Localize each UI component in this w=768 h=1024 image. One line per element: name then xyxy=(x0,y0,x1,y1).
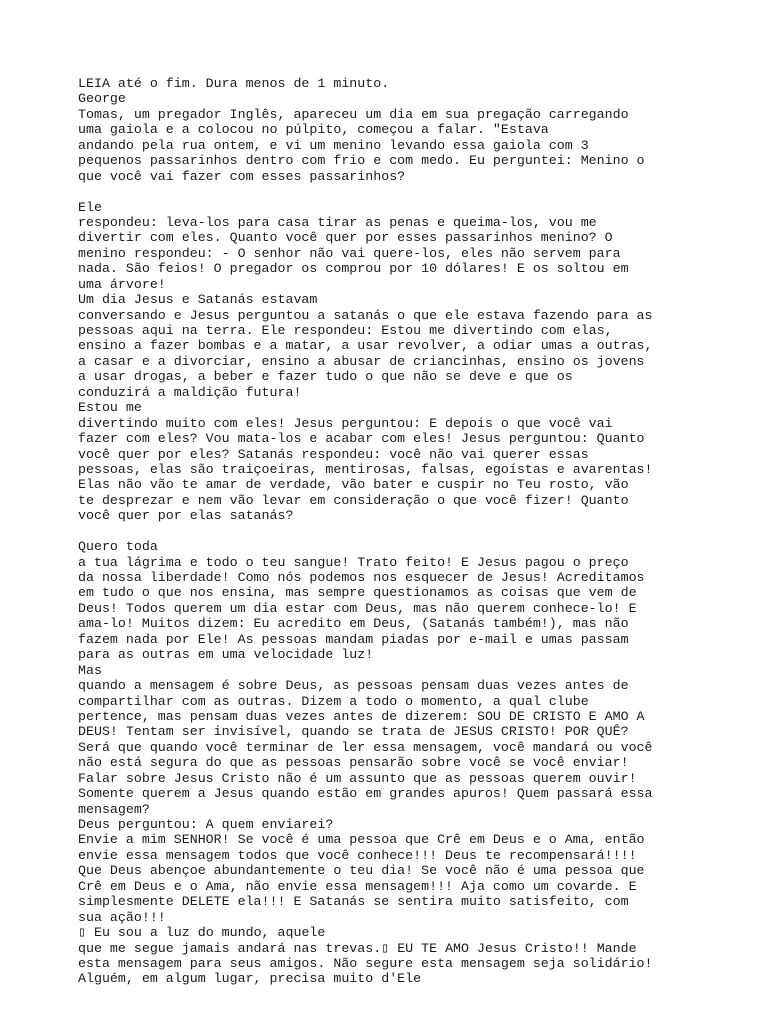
text-line: pequenos passarinhos dentro com frio e com medo. Eu perguntei: Menino o xyxy=(78,153,645,169)
text-line: LEIA até o fim. Dura menos de 1 minuto. xyxy=(78,76,390,91)
text-line: Elas não vão te amar de verdade, vão bater e cuspir no Teu rosto, vão xyxy=(78,477,629,493)
text-line: Somente querem a Jesus quando estão em grandes apuros! Quem passará essa xyxy=(78,786,653,802)
text-line: compartilhar com as outras. Dizem a todo o momento, a qual clube xyxy=(78,693,589,709)
text-line: Que Deus abençoe abundantemente o teu dia! Se você não é uma pessoa que xyxy=(78,863,645,879)
text-line: pessoas, elas são traiçoeiras, mentirosas, falsas, egoístas e avarentas! xyxy=(78,461,653,477)
text-line: Estou me xyxy=(78,400,142,416)
text-line: a usar drogas, a beber e fazer tudo o que não se deve e que os xyxy=(78,369,573,385)
text-line: DEUS! Tentam ser invisível, quando se trata de JESUS CRISTO! POR QUÊ? xyxy=(78,724,629,740)
text-line: conduzirá a maldição futura! xyxy=(78,384,302,400)
text-line: divertir com eles. Quanto você quer por esses passarinhos menino? O xyxy=(78,230,613,246)
text-line: andando pela rua ontem, e vi um menino levando essa gaiola com 3 xyxy=(78,137,589,153)
blank-line xyxy=(78,184,638,199)
text-line: Tomas, um pregador Inglês, apareceu um dia em sua pregação carregando xyxy=(78,106,629,122)
text-line: ensino a fazer bombas e a matar, a usar revolver, a odiar umas a outras, xyxy=(78,338,653,354)
text-line: respondeu: leva-los para casa tirar as penas e queima-los, vou me xyxy=(78,214,597,230)
text-line: sua ação!!! xyxy=(78,909,166,925)
text-line: uma gaiola e a colocou no púlpito, começou a falar. "Estava xyxy=(78,122,549,138)
text-line: Envie a mim SENHOR! Se você é uma pessoa que Crê em Deus e o Ama, então xyxy=(78,832,645,848)
text-line: ▯ Eu sou a luz do mundo, aquele xyxy=(78,925,326,941)
text-line: Deus perguntou: A quem enviarei? xyxy=(78,817,334,832)
text-line: Crê em Deus e o Ama, não envie essa mensagem!!! Aja como um covarde. E xyxy=(78,878,637,894)
text-line: que você vai fazer com esses passarinhos? xyxy=(78,168,406,184)
text-line: envie essa mensagem todos que você conhece!!! Deus te recompensará!!!! xyxy=(78,847,637,863)
text-line: nada. São feios! O pregador os comprou por 10 dólares! E os soltou em xyxy=(78,261,629,277)
text-line: a tua lágrima e todo o teu sangue! Trato feito! E Jesus pagou o preço xyxy=(78,554,629,570)
text-line: mensagem? xyxy=(78,801,150,817)
text-line: Deus! Todos querem um dia estar com Deus, mas não querem conhece-lo! E xyxy=(78,600,637,616)
text-line: em tudo o que nos ensina, mas sempre questionamos as coisas que vem de xyxy=(78,585,637,601)
text-line: fazer com eles? Vou mata-los e acabar com eles! Jesus perguntou: Quanto xyxy=(78,431,645,447)
text-line: a casar e a divorciar, ensino a abusar de criancinhas, ensino os jovens xyxy=(78,353,645,369)
text-line: menino respondeu: - O senhor não vai quere-los, eles não servem para xyxy=(78,245,621,261)
text-line: te desprezar e nem vão levar em consideração o que você fizer! Quanto xyxy=(78,492,629,508)
text-line: Alguém, em algum lugar, precisa muito d'Ele xyxy=(78,971,422,987)
text-line: Ele xyxy=(78,199,102,215)
text-line: para as outras em uma velocidade luz! xyxy=(78,647,374,663)
text-line: Quero toda xyxy=(78,539,158,555)
text-line: da nossa liberdade! Como nós podemos nos esquecer de Jesus! Acreditamos xyxy=(78,570,645,585)
text-line: pessoas aqui na terra. Ele respondeu: Estou me divertindo com elas, xyxy=(78,323,613,338)
text-line: Um dia Jesus e Satanás estavam xyxy=(78,292,318,308)
text-line: Falar sobre Jesus Cristo não é um assunto que as pessoas querem ouvir! xyxy=(78,770,637,786)
text-line: George xyxy=(78,91,126,107)
text-line: quando a mensagem é sobre Deus, as pessoas pensam duas vezes antes de xyxy=(78,678,629,694)
text-line: não está segura do que as pessoas pensarão sobre você se você enviar! xyxy=(78,755,629,771)
text-line: Mas xyxy=(78,662,102,678)
text-line: você quer por elas satanás? xyxy=(78,508,294,524)
text-line: ama-lo! Muitos dizem: Eu acredito em Deus, (Satanás também!), mas não xyxy=(78,616,629,632)
text-line: fazem nada por Ele! As pessoas mandam piadas por e-mail e umas passam xyxy=(78,631,629,647)
text-line: conversando e Jesus perguntou a satanás o que ele estava fazendo para as xyxy=(78,307,653,323)
blank-line xyxy=(78,524,638,539)
text-line: uma árvore! xyxy=(78,276,166,292)
document-page xyxy=(78,76,653,987)
text-line: que me segue jamais andará nas trevas.▯ EU TE AMO Jesus Cristo!! Mande xyxy=(78,940,637,956)
text-line: pertence, mas pensam duas vezes antes de dizerem: SOU DE CRISTO E AMO A xyxy=(78,708,645,724)
text-line: esta mensagem para seus amigos. Não segure esta mensagem seja solidário! xyxy=(78,955,653,971)
text-line: simplesmente DELETE ela!!! E Satanás se sentira muito satisfeito, com xyxy=(78,894,629,910)
text-line: Será que quando você terminar de ler essa mensagem, você mandará ou você xyxy=(78,739,653,755)
text-line: divertindo muito com eles! Jesus perguntou: E depois o que você vai xyxy=(78,415,613,431)
text-line: você quer por eles? Satanás respondeu: você não vai querer essas xyxy=(78,446,589,462)
